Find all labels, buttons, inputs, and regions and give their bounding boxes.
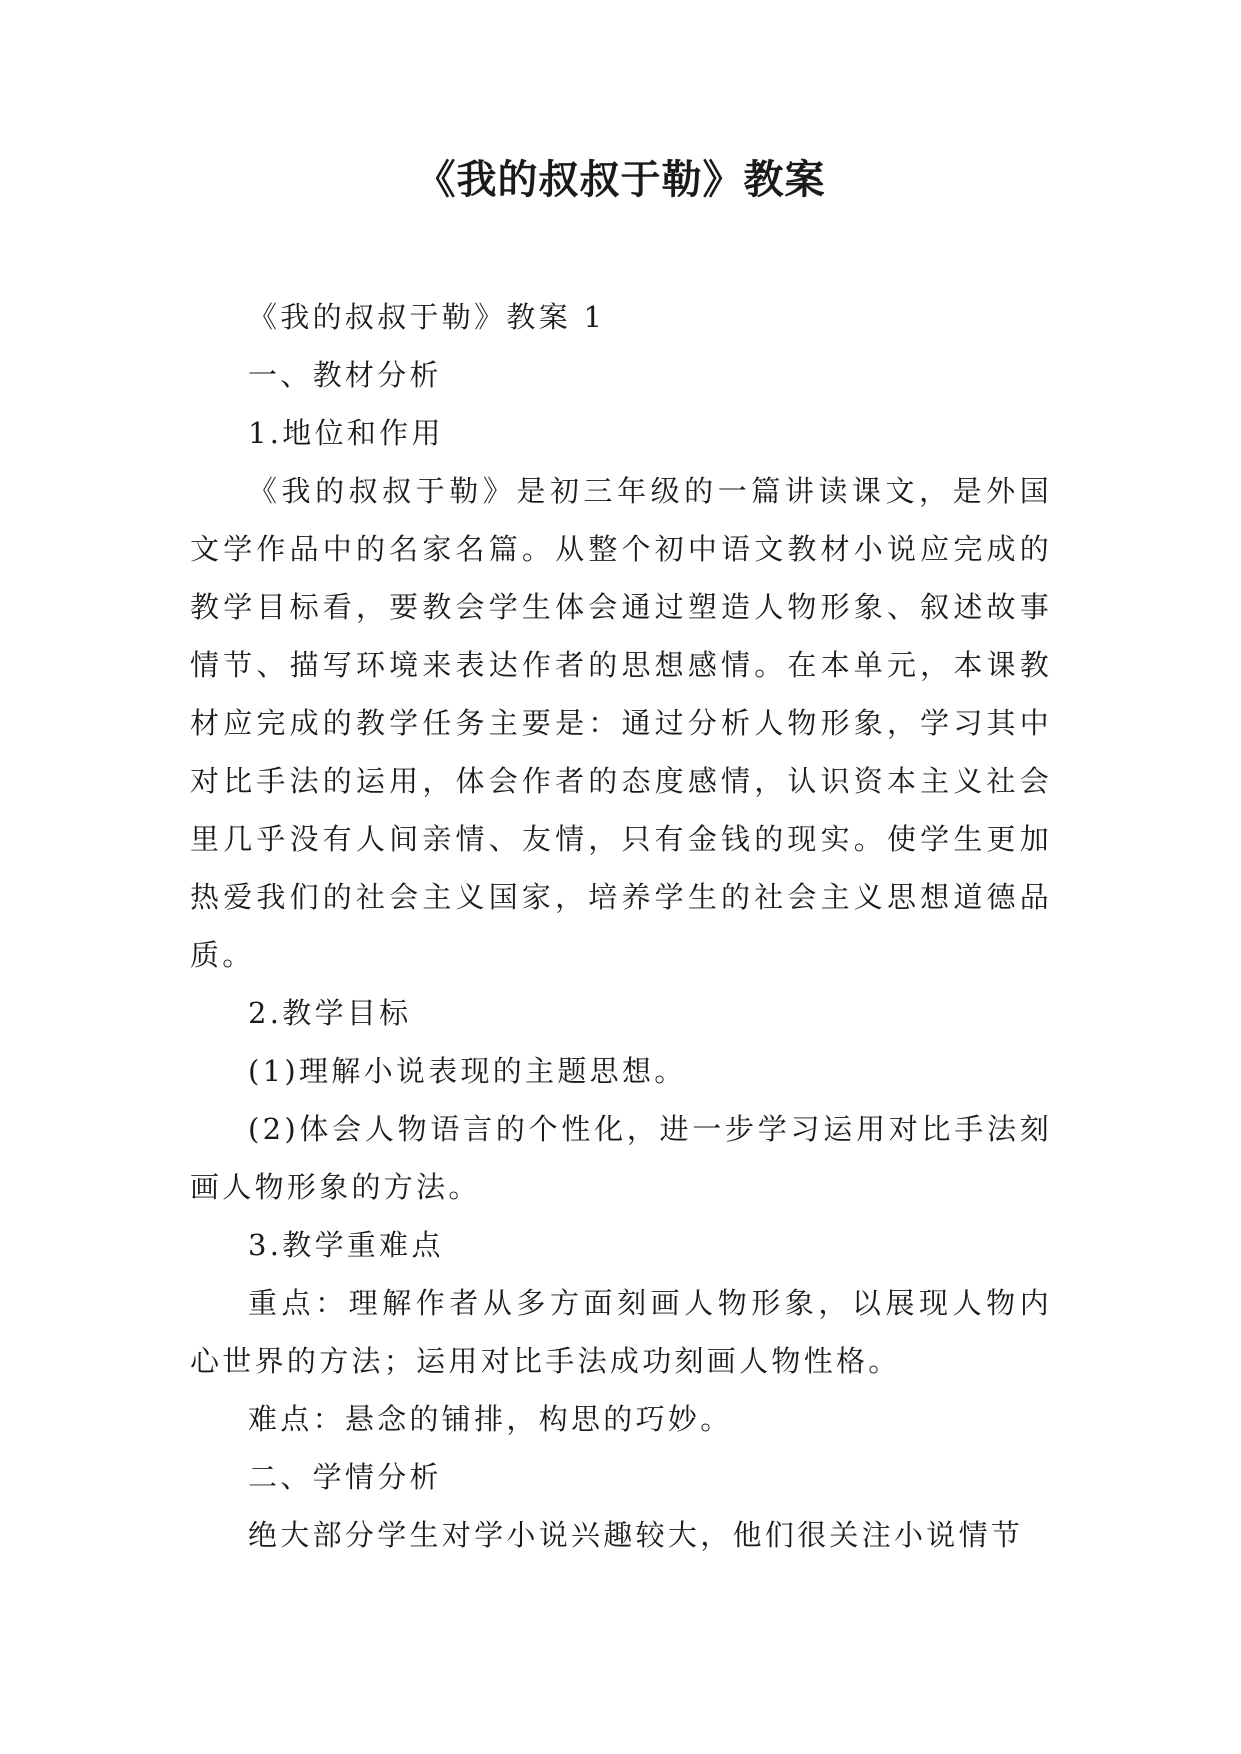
section-heading-student-analysis: 二、学情分析 [248,1460,442,1494]
document-body [190,288,1052,1564]
document-title: 《我的叔叔于勒》教案 [415,156,826,203]
paragraph-status-role: 《我的叔叔于勒》是初三年级的一篇讲读课文，是外国文学作品中的名家名篇。从整个初中语文教材小说应完成的教学目标看，要教会学生体会通过塑造人物形象、叙述故事情节、描写环境来表达作者的思想感情。在本单元，本课教材应完成的教学任务主要是：通过分析人物形象，学习其中对比手法的运用，体会作者的态度感情，认识资本主义社会里几乎没有人间亲情、友情，只有金钱的现实。使学生更加热爱我们的社会主义国家，培养学生的社会主义思想道德品质。 [190,474,1052,972]
difficult-point-paragraph: 难点：悬念的铺排，构思的巧妙。 [248,1402,733,1436]
subsection-heading-key-points: 3.教学重难点 [248,1228,444,1262]
section-heading-textbook-analysis: 一、教材分析 [248,358,442,392]
key-point-paragraph: 重点：理解作者从多方面刻画人物形象，以展现人物内心世界的方法；运用对比手法成功刻画人物性格。 [190,1286,1052,1378]
subsection-heading-teaching-goals: 2.教学目标 [248,996,412,1030]
lesson-heading: 《我的叔叔于勒》教案 1 [248,300,606,334]
goal-item-2: (2)体会人物语言的个性化，进一步学习运用对比手法刻画人物形象的方法。 [190,1112,1052,1204]
paragraph-student-analysis: 绝大部分学生对学小说兴趣较大，他们很关注小说情节 [248,1518,1024,1552]
subsection-heading-status-role: 1.地位和作用 [248,416,444,450]
goal-item-1: (1)理解小说表现的主题思想。 [248,1054,687,1088]
